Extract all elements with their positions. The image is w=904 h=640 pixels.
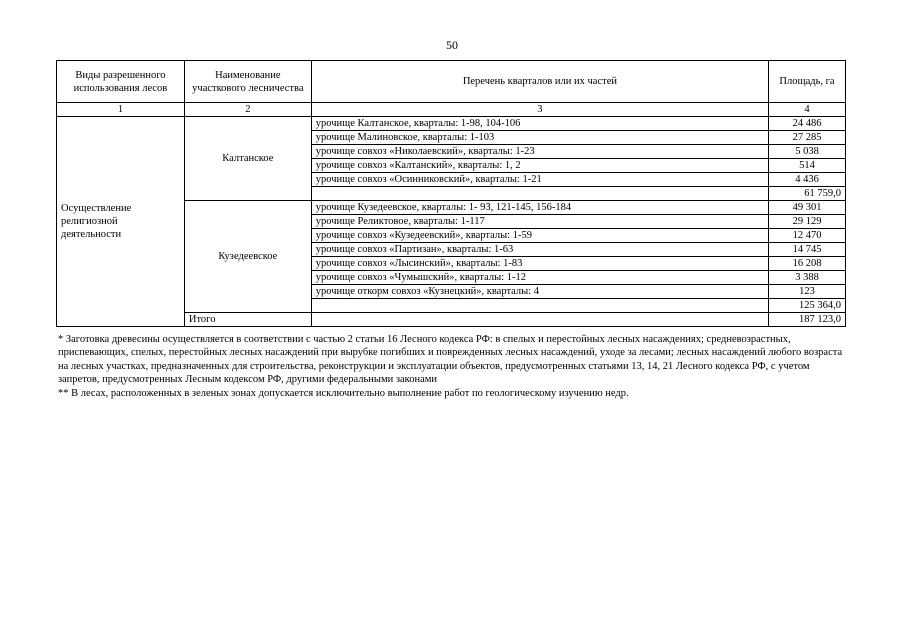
quarters-cell: урочище совхоз «Чумышский», кварталы: 1-12: [311, 271, 768, 285]
empty-cell: [311, 313, 768, 327]
footnote-1: * Заготовка древесины осуществляется в соответствии с частью 2 статьи 16 Лесного кодекса РФ: в спелых и перестойных лесных насаждениях; средневозрастных, приспевающих, спелых, перестойных лесных насаждений при вырубке погибших и поврежденных лесных насаждений, уходе за лесами; лесных насаждений любого возраста на лесных участках, предназначенных для строительства, реконструкции и эксплуатации объектов, предусмотренных статьями 13, 14, 21 Лесного кодекса РФ, с учетом запретов, предусмотренных Лесным кодексом РФ, другими федеральными законами: [58, 334, 843, 386]
total-value: 187 123,0: [769, 313, 846, 327]
area-cell: 5 038: [769, 145, 846, 159]
subtotal-value: 125 364,0: [769, 299, 846, 313]
quarters-cell: урочище Реликтовое, кварталы: 1-117: [311, 215, 768, 229]
area-cell: 4 436: [769, 173, 846, 187]
area-cell: 514: [769, 159, 846, 173]
area-cell: 24 486: [769, 117, 846, 131]
empty-cell: [311, 187, 768, 201]
empty-cell: [311, 299, 768, 313]
area-cell: 123: [769, 285, 846, 299]
header-forestry: Наименование участкового лесничества: [184, 61, 311, 103]
quarters-cell: урочище совхоз «Осинниковский», кварталы: 1-21: [311, 173, 768, 187]
area-cell: 3 388: [769, 271, 846, 285]
area-cell: 49 301: [769, 201, 846, 215]
subtotal-value: 61 759,0: [769, 187, 846, 201]
column-number: 1: [57, 103, 185, 117]
forestry-name: Калтанское: [184, 117, 311, 201]
forestry-name: Кузедеевское: [184, 201, 311, 313]
table-header-row: [57, 61, 846, 103]
column-number: 3: [311, 103, 768, 117]
forest-use-table: [56, 60, 846, 327]
quarters-cell: урочище совхоз «Николаевский», кварталы: 1-23: [311, 145, 768, 159]
quarters-cell: урочище совхоз «Калтанский», кварталы: 1, 2: [311, 159, 768, 173]
area-cell: 14 745: [769, 243, 846, 257]
quarters-cell: урочище Калтанское, кварталы: 1-98, 104-106: [311, 117, 768, 131]
quarters-cell: урочище совхоз «Кузедеевский», кварталы: 1-59: [311, 229, 768, 243]
quarters-cell: урочище совхоз «Партизан», кварталы: 1-63: [311, 243, 768, 257]
footnotes: [58, 333, 850, 400]
page-number: 50: [446, 38, 458, 52]
footnote-2: ** В лесах, расположенных в зеленых зонах допускается исключительно выполнение работ по геологическому изучению недр.: [58, 387, 629, 399]
quarters-cell: урочище совхоз «Лысинский», кварталы: 1-83: [311, 257, 768, 271]
area-cell: 12 470: [769, 229, 846, 243]
area-cell: 27 285: [769, 131, 846, 145]
quarters-cell: урочище Кузедеевское, кварталы: 1- 93, 121-145, 156-184: [311, 201, 768, 215]
header-quarters: Перечень кварталов или их частей: [311, 61, 768, 103]
table-row: [57, 117, 846, 131]
column-number: 4: [769, 103, 846, 117]
area-cell: 29 129: [769, 215, 846, 229]
column-number: 2: [184, 103, 311, 117]
use-type-cell: Осуществление религиозной деятельности: [57, 117, 185, 327]
header-area: Площадь, га: [769, 61, 846, 103]
total-label: Итого: [184, 313, 311, 327]
quarters-cell: урочище откорм совхоз «Кузнецкий», кварталы: 4: [311, 285, 768, 299]
column-number-row: [57, 103, 846, 117]
area-cell: 16 208: [769, 257, 846, 271]
quarters-cell: урочище Малиновское, кварталы: 1-103: [311, 131, 768, 145]
header-use-type: Виды разрешенного использования лесов: [57, 61, 185, 103]
